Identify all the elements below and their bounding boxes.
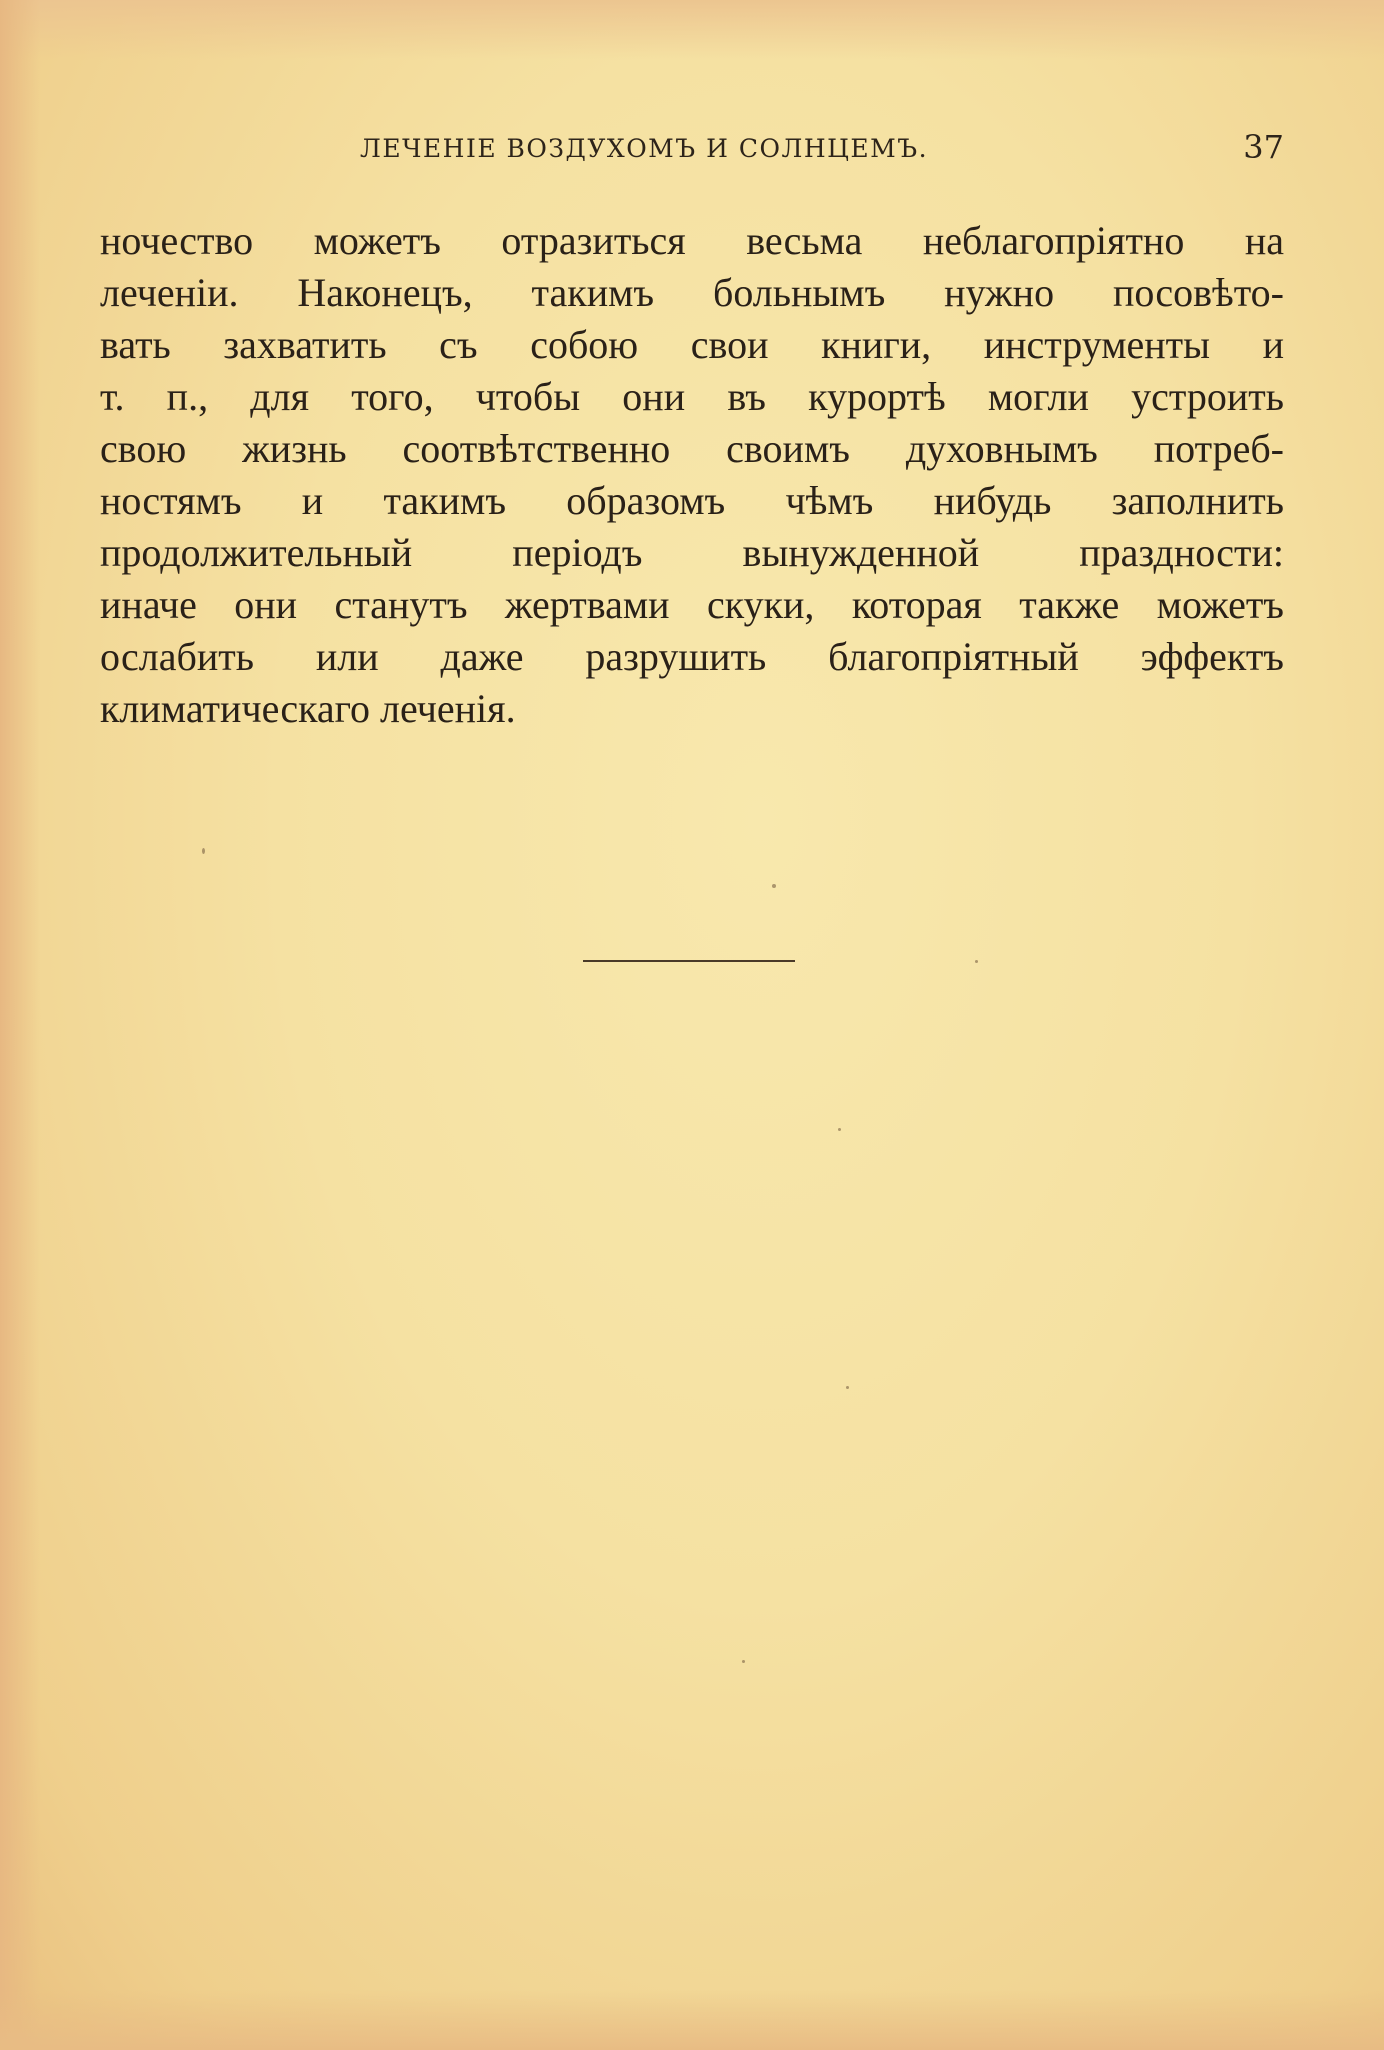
page-edge-shading [0,1990,1384,2050]
text-line: леченіи. Наконецъ, такимъ больнымъ нужно посовѣто- [100,270,1284,315]
paper-speck [846,1386,849,1389]
section-divider [583,960,795,962]
text-line: ночество можетъ отразиться весьма неблагопріятно на [100,218,1284,263]
text-line: ностямъ и такимъ образомъ чѣмъ нибудь заполнить [100,478,1284,523]
paper-speck [742,1660,745,1663]
body-paragraph [100,215,1284,735]
paper-speck [838,1128,841,1131]
page-edge-shading [0,0,1384,60]
text-line: климатическаго леченія. [100,686,516,731]
text-line: иначе они станутъ жертвами скуки, которая также можетъ [100,582,1284,627]
paper-speck [202,848,205,854]
page-edge-shading [0,0,40,2050]
text-line: вать захватить съ собою свои книги, инструменты и [100,322,1284,367]
running-header: ЛЕЧЕНІЕ ВОЗДУХОМЪ И СОЛНЦЕМЪ. [360,134,929,163]
paper-speck [975,960,978,963]
page-number: 37 [1243,128,1284,166]
text-line: продолжительный періодъ вынужденной праздности: [100,530,1284,575]
text-line: т. п., для того, чтобы они въ курортѣ могли устроить [100,374,1284,419]
text-line: ослабить или даже разрушить благопріятный эффектъ [100,634,1284,679]
paper-speck [772,884,776,888]
text-line: свою жизнь соотвѣтственно своимъ духовнымъ потреб- [100,426,1284,471]
